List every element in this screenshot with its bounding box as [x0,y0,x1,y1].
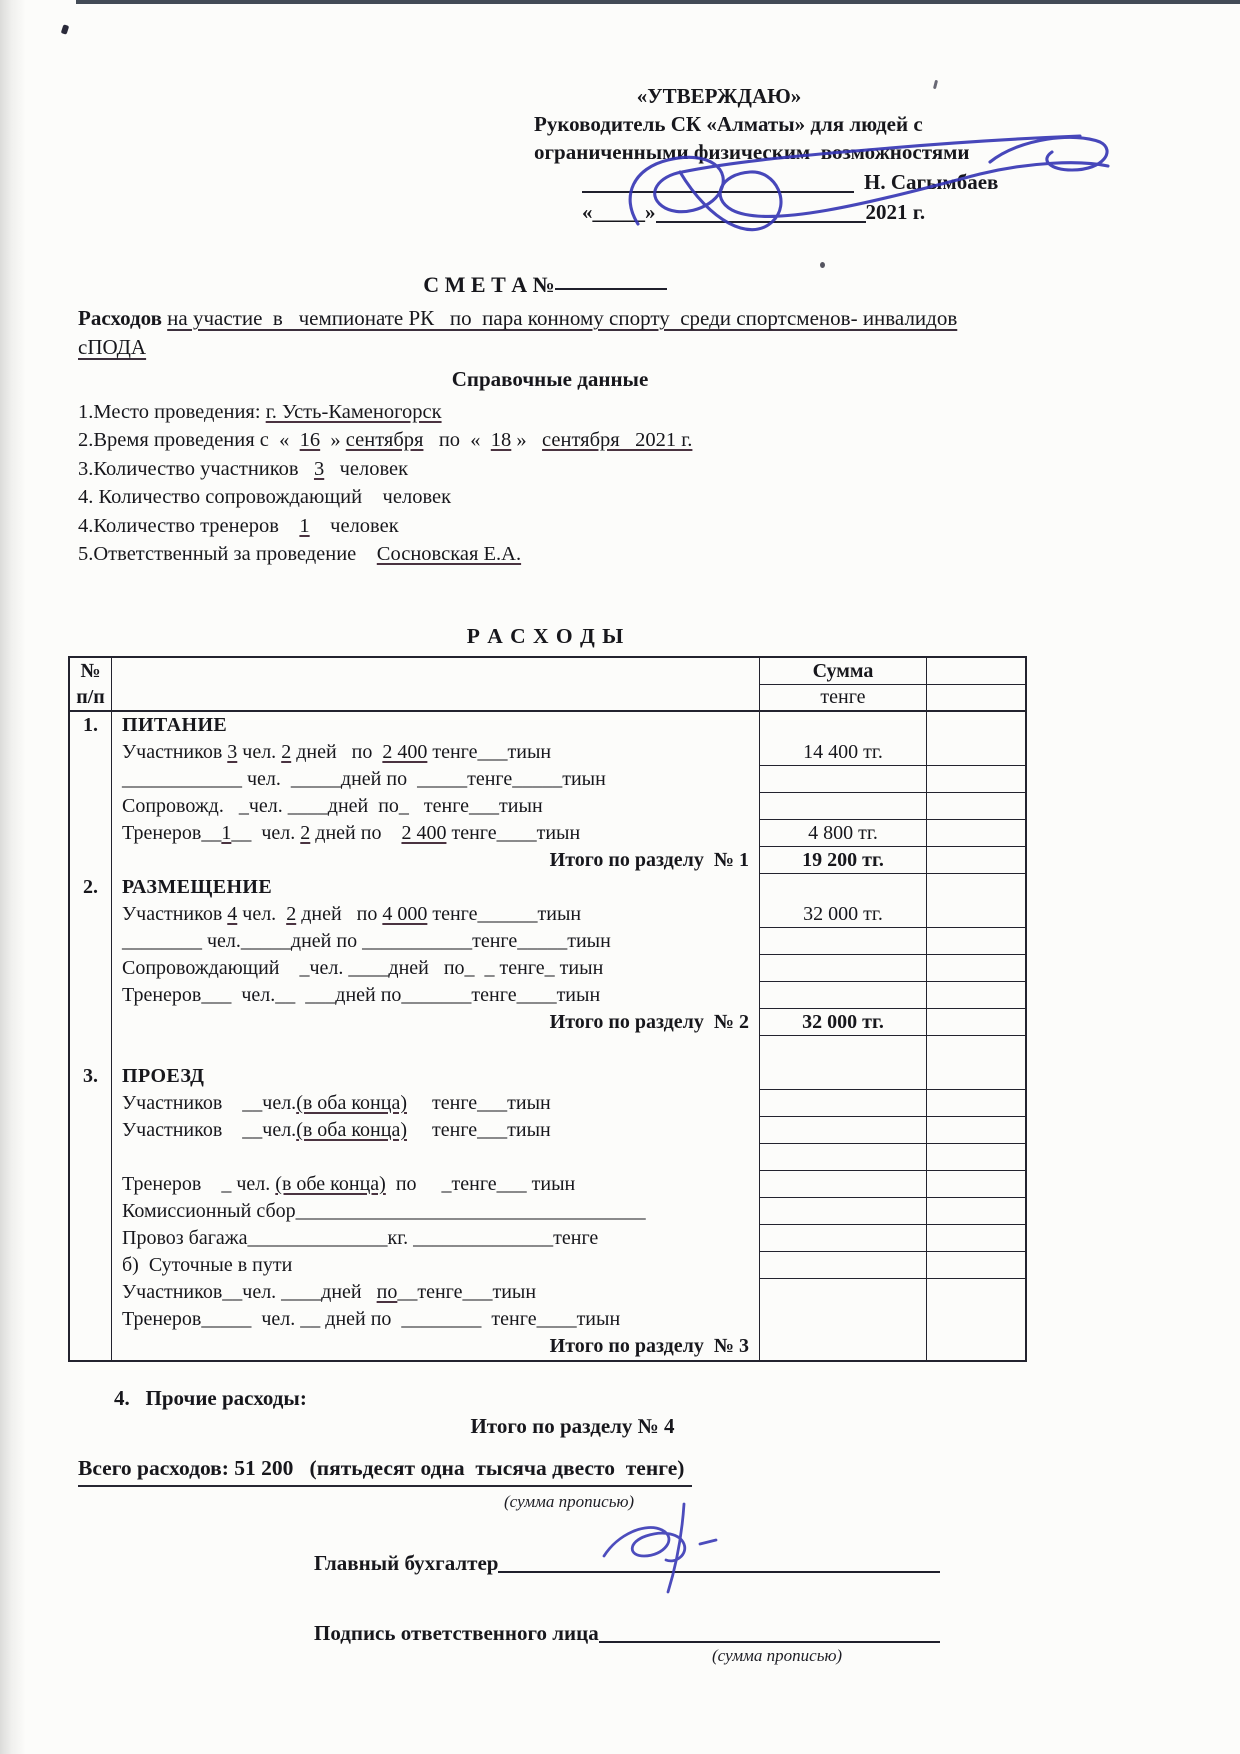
responsible-blank-line [599,1640,940,1643]
row-extra [927,1279,1025,1306]
row-num [70,847,112,874]
row-extra [927,1198,1025,1225]
row-extra [927,793,1025,820]
expenses-heading: Р А С Х О Д Ы [466,624,625,648]
row-amount [760,1279,927,1306]
reference-item-place: 1.Место проведения: г. Усть-Каменогорск [78,401,442,423]
row-amount: 4 800 тг. [760,820,927,847]
row-num: 2. [70,874,112,901]
row-amount [760,1117,927,1144]
row-amount [760,874,927,901]
responsible-person-label: Подпись ответственного лица [314,1621,599,1645]
reference-item-participants: 3.Количество участников 3 человек [78,457,409,480]
row-amount [760,928,927,955]
approval-date-line [534,196,1020,226]
org-name-line-1: Руководитель СК «Алматы» для людей с [534,112,923,136]
col-header-sum: Сумма [760,658,927,685]
col-header-extra [927,658,1025,685]
scan-speck [61,24,69,34]
row-num [70,1009,112,1036]
row-extra [927,955,1025,982]
approval-block [534,82,1020,226]
subject-text-2: сПОДА [78,335,147,359]
org-name-line-2: ограниченными физическим возможностями [534,140,970,164]
row-num [70,1333,112,1360]
subject-text: на участие в чемпионате РК по пара конному спорту среди спортсменов- инвалидов [167,306,958,330]
row-amount [760,793,927,820]
approver-signature-line [534,166,1020,196]
row-amount: 32 000 тг. [760,901,927,928]
reference-item-dates: 2.Время проведения с « 16 » сентября по « 18 » сентября 2021 г. [78,429,693,452]
row-extra [927,712,1025,739]
row-extra [927,820,1025,847]
signature-blank-line [582,190,854,193]
row-amount [760,1063,927,1090]
row-extra [927,982,1025,1009]
col-header-num: № [70,658,112,685]
row-amount [760,1252,927,1279]
row-desc: Итого по разделу № 2 [112,1009,760,1036]
sum-in-words-caption: (сумма прописью) [504,1492,635,1511]
row-desc: Участников__чел. ____дней по __тенге___тиын [112,1279,760,1306]
row-extra [927,1225,1025,1252]
row-desc: ПИТАНИЕ [112,712,760,739]
row-desc: Итого по разделу № 3 [112,1333,760,1360]
row-num: 3. [70,1063,112,1090]
row-desc: Тренеров_____ чел. __ дней по ________ тенге____тиын [112,1306,760,1333]
row-num [70,739,112,766]
row-extra [927,1117,1025,1144]
row-desc: Комиссионный сбор___________________________________ [112,1198,760,1225]
row-desc: РАЗМЕЩЕНИЕ [112,874,760,901]
row-desc [112,1144,760,1171]
col-header-extra-2 [927,685,1025,712]
col-header-num-2: п/п [70,685,112,712]
row-desc: Итого по разделу № 1 [112,847,760,874]
row-desc: ПРОЕЗД [112,1063,760,1090]
row-extra [927,739,1025,766]
row-amount: 32 000 тг. [760,1009,927,1036]
row-amount [760,1036,927,1063]
row-desc: ________ чел._____дней по ___________тенге_____тиын [112,928,760,955]
row-desc: Тренеров _ чел. (в обе конца) по _тенге___ тиын [112,1171,760,1198]
smeta-title-text: С М Е Т А № [423,272,555,297]
reference-list [78,398,998,568]
row-extra [927,928,1025,955]
approve-stamp-text: «УТВЕРЖДАЮ» [636,84,802,108]
row-desc [112,1036,760,1063]
reference-item-responsible: 5.Ответственный за проведение Сосновская Е.А. [78,543,522,566]
row-amount [760,1225,927,1252]
scan-speck [820,262,825,268]
col-header-currency: тенге [760,685,927,712]
row-desc: Тренеров___ чел.__ ___дней по_______тенге____тиын [112,982,760,1009]
row-num [70,1117,112,1144]
row-desc: б) Суточные в пути [112,1252,760,1279]
row-num [70,1090,112,1117]
scan-top-edge [76,0,1240,4]
row-num: 1. [70,712,112,739]
row-extra [927,766,1025,793]
other-expenses-label: 4. Прочие расходы: [114,1386,307,1410]
row-amount [760,1144,927,1171]
row-desc: Сопровождающий _чел. ____дней по_ _ тенге_ тиын [112,955,760,982]
row-amount [760,1090,927,1117]
row-num [70,928,112,955]
subject-line [78,304,978,362]
scan-left-shadow [0,0,26,1754]
row-amount [760,1306,927,1333]
row-desc: Участников __чел. (в оба конца) тенге___тиын [112,1090,760,1117]
row-extra [927,1009,1025,1036]
row-num [70,1306,112,1333]
date-blank-line [656,220,866,223]
row-desc: ____________ чел. _____дней по _____тенге_____тиын [112,766,760,793]
row-num [70,766,112,793]
expenses-table [68,656,1027,1362]
row-amount [760,982,927,1009]
smeta-number-blank [555,286,667,290]
chief-accountant-label: Главный бухгалтер [314,1551,499,1575]
row-extra [927,1090,1025,1117]
row-num [70,1198,112,1225]
smeta-title [0,272,1090,298]
row-extra [927,1333,1025,1360]
reference-item-coaches: 4.Количество тренеров 1 человек [78,514,399,537]
row-extra [927,1171,1025,1198]
reference-item-escorts: 4. Количество сопровождающий человек [78,486,452,509]
row-num [70,1036,112,1063]
row-num [70,1171,112,1198]
row-amount [760,955,927,982]
grand-total-line: Всего расходов: 51 200 (пятьдесят одна тысяча двесто тенге) [78,1456,692,1487]
row-amount: 14 400 тг. [760,739,927,766]
row-desc: Тренеров__ 1 __ чел. 2 дней по 2 400 тенге____тиын [112,820,760,847]
row-num [70,1225,112,1252]
row-num [70,982,112,1009]
row-amount [760,1198,927,1225]
row-num [70,1144,112,1171]
date-quotes: «_____» [582,200,656,224]
col-header-desc-2 [112,685,760,712]
row-extra [927,901,1025,928]
row-num [70,1279,112,1306]
row-extra [927,874,1025,901]
sum-in-words-caption-2: (сумма прописью) [712,1646,843,1665]
row-desc: Участников 4 чел. 2 дней по 4 000 тенге______тиын [112,901,760,928]
section-4-subtotal-label: Итого по разделу № 4 [470,1414,675,1438]
row-desc: Сопровожд. _чел. ____дней по_ тенге___тиын [112,793,760,820]
subject-label: Расходов [78,306,162,330]
row-num [70,820,112,847]
row-amount [760,712,927,739]
row-extra [927,847,1025,874]
row-amount [760,766,927,793]
row-extra [927,1063,1025,1090]
row-extra [927,1036,1025,1063]
row-desc: Провоз багажа______________кг. ______________тенге [112,1225,760,1252]
row-amount [760,1333,927,1360]
chief-accountant-signature-line [314,1544,940,1576]
row-amount [760,1171,927,1198]
date-year: 2021 г. [865,200,926,224]
reference-heading: Справочные данные [451,367,649,391]
row-extra [927,1306,1025,1333]
col-header-desc [112,658,760,685]
responsible-person-signature-line [314,1614,940,1646]
row-num [70,901,112,928]
approver-name: Н. Сагымбаев [864,170,999,194]
row-num [70,955,112,982]
row-desc: Участников 3 чел. 2 дней по 2 400 тенге___тиын [112,739,760,766]
row-num [70,793,112,820]
row-desc: Участников __чел. (в оба конца) тенге___тиын [112,1117,760,1144]
row-amount: 19 200 тг. [760,847,927,874]
row-extra [927,1252,1025,1279]
row-num [70,1252,112,1279]
row-extra [927,1144,1025,1171]
accountant-blank-line [498,1570,940,1573]
